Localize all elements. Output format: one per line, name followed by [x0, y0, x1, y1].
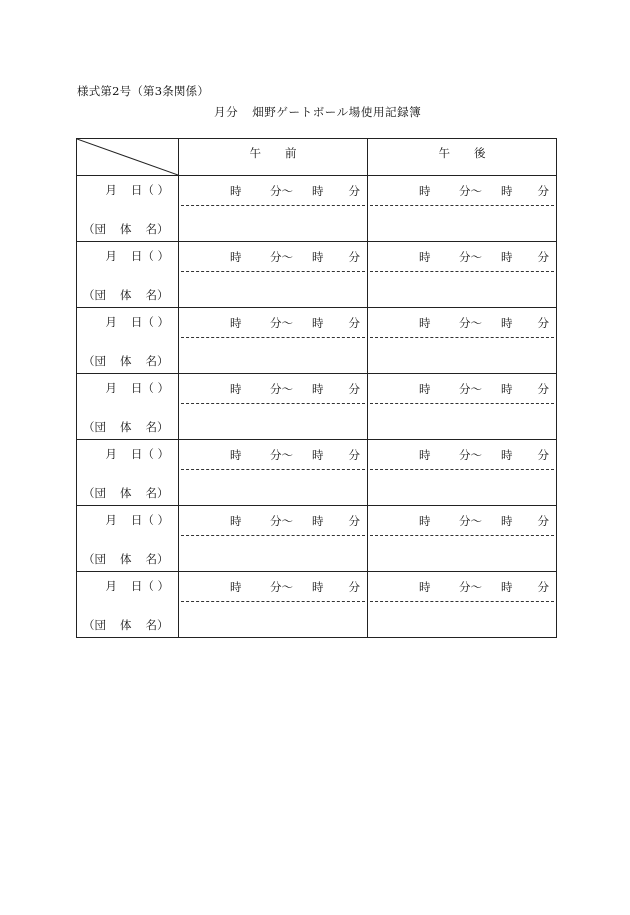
pm-slot-cell [368, 572, 557, 638]
am-time-range: 時 分〜 時 分 [230, 184, 360, 198]
form-title [214, 104, 421, 120]
am-time-range: 時 分〜 時 分 [230, 382, 360, 396]
dashed-divider [181, 403, 365, 404]
pm-time-range: 時 分〜 時 分 [419, 184, 549, 198]
pm-header-cell [368, 139, 557, 176]
am-slot-cell [179, 374, 368, 440]
am-header-label: 午 前 [249, 146, 297, 160]
diagonal-line [77, 139, 178, 175]
date-group-cell [77, 242, 179, 308]
date-label: 月 日（ ） [105, 579, 169, 593]
pm-slot-cell [368, 242, 557, 308]
table-row [77, 440, 557, 506]
group-name-label: （団 体 名） [83, 354, 169, 368]
dashed-divider [370, 205, 554, 206]
pm-slot-cell [368, 176, 557, 242]
date-label: 月 日（ ） [105, 447, 169, 461]
date-group-cell [77, 308, 179, 374]
pm-slot-cell [368, 308, 557, 374]
group-name-label: （団 体 名） [83, 618, 169, 632]
am-time-range: 時 分〜 時 分 [230, 580, 360, 594]
form-number: 様式第2号（第3条関係） [77, 84, 210, 98]
dashed-divider [181, 469, 365, 470]
pm-header-label: 午 後 [438, 146, 486, 160]
date-group-cell [77, 176, 179, 242]
table-row [77, 374, 557, 440]
date-label: 月 日（ ） [105, 315, 169, 329]
date-label: 月 日（ ） [105, 183, 169, 197]
group-name-label: （団 体 名） [83, 486, 169, 500]
group-name-label: （団 体 名） [83, 222, 169, 236]
pm-time-range: 時 分〜 時 分 [419, 514, 549, 528]
dashed-divider [181, 601, 365, 602]
dashed-divider [370, 403, 554, 404]
am-time-range: 時 分〜 時 分 [230, 448, 360, 462]
date-group-cell [77, 572, 179, 638]
dashed-divider [370, 337, 554, 338]
date-group-cell [77, 374, 179, 440]
table-row [77, 242, 557, 308]
dashed-divider [370, 601, 554, 602]
am-slot-cell [179, 440, 368, 506]
dashed-divider [181, 205, 365, 206]
am-slot-cell [179, 308, 368, 374]
pm-time-range: 時 分〜 時 分 [419, 448, 549, 462]
table-row [77, 572, 557, 638]
group-name-label: （団 体 名） [83, 420, 169, 434]
date-group-cell [77, 506, 179, 572]
table-header-row [77, 139, 557, 176]
am-slot-cell [179, 506, 368, 572]
am-time-range: 時 分〜 時 分 [230, 250, 360, 264]
title-main: 畑野ゲートボール場使用記録簿 [252, 105, 422, 119]
pm-slot-cell [368, 440, 557, 506]
dashed-divider [370, 469, 554, 470]
date-label: 月 日（ ） [105, 381, 169, 395]
date-group-cell [77, 440, 179, 506]
am-time-range: 時 分〜 時 分 [230, 316, 360, 330]
am-slot-cell [179, 242, 368, 308]
table-row [77, 506, 557, 572]
table-row [77, 308, 557, 374]
corner-header-cell [77, 139, 179, 176]
group-name-label: （団 体 名） [83, 552, 169, 566]
date-label: 月 日（ ） [105, 249, 169, 263]
dashed-divider [181, 337, 365, 338]
pm-time-range: 時 分〜 時 分 [419, 580, 549, 594]
am-slot-cell [179, 176, 368, 242]
pm-slot-cell [368, 506, 557, 572]
usage-record-table [76, 138, 557, 638]
pm-time-range: 時 分〜 時 分 [419, 316, 549, 330]
dashed-divider [370, 271, 554, 272]
pm-slot-cell [368, 374, 557, 440]
dashed-divider [370, 535, 554, 536]
table-row [77, 176, 557, 242]
group-name-label: （団 体 名） [83, 288, 169, 302]
am-time-range: 時 分〜 時 分 [230, 514, 360, 528]
date-label: 月 日（ ） [105, 513, 169, 527]
dashed-divider [181, 271, 365, 272]
pm-time-range: 時 分〜 時 分 [419, 250, 549, 264]
dashed-divider [181, 535, 365, 536]
title-month-prefix: 月分 [214, 105, 239, 119]
am-slot-cell [179, 572, 368, 638]
am-header-cell [179, 139, 368, 176]
pm-time-range: 時 分〜 時 分 [419, 382, 549, 396]
